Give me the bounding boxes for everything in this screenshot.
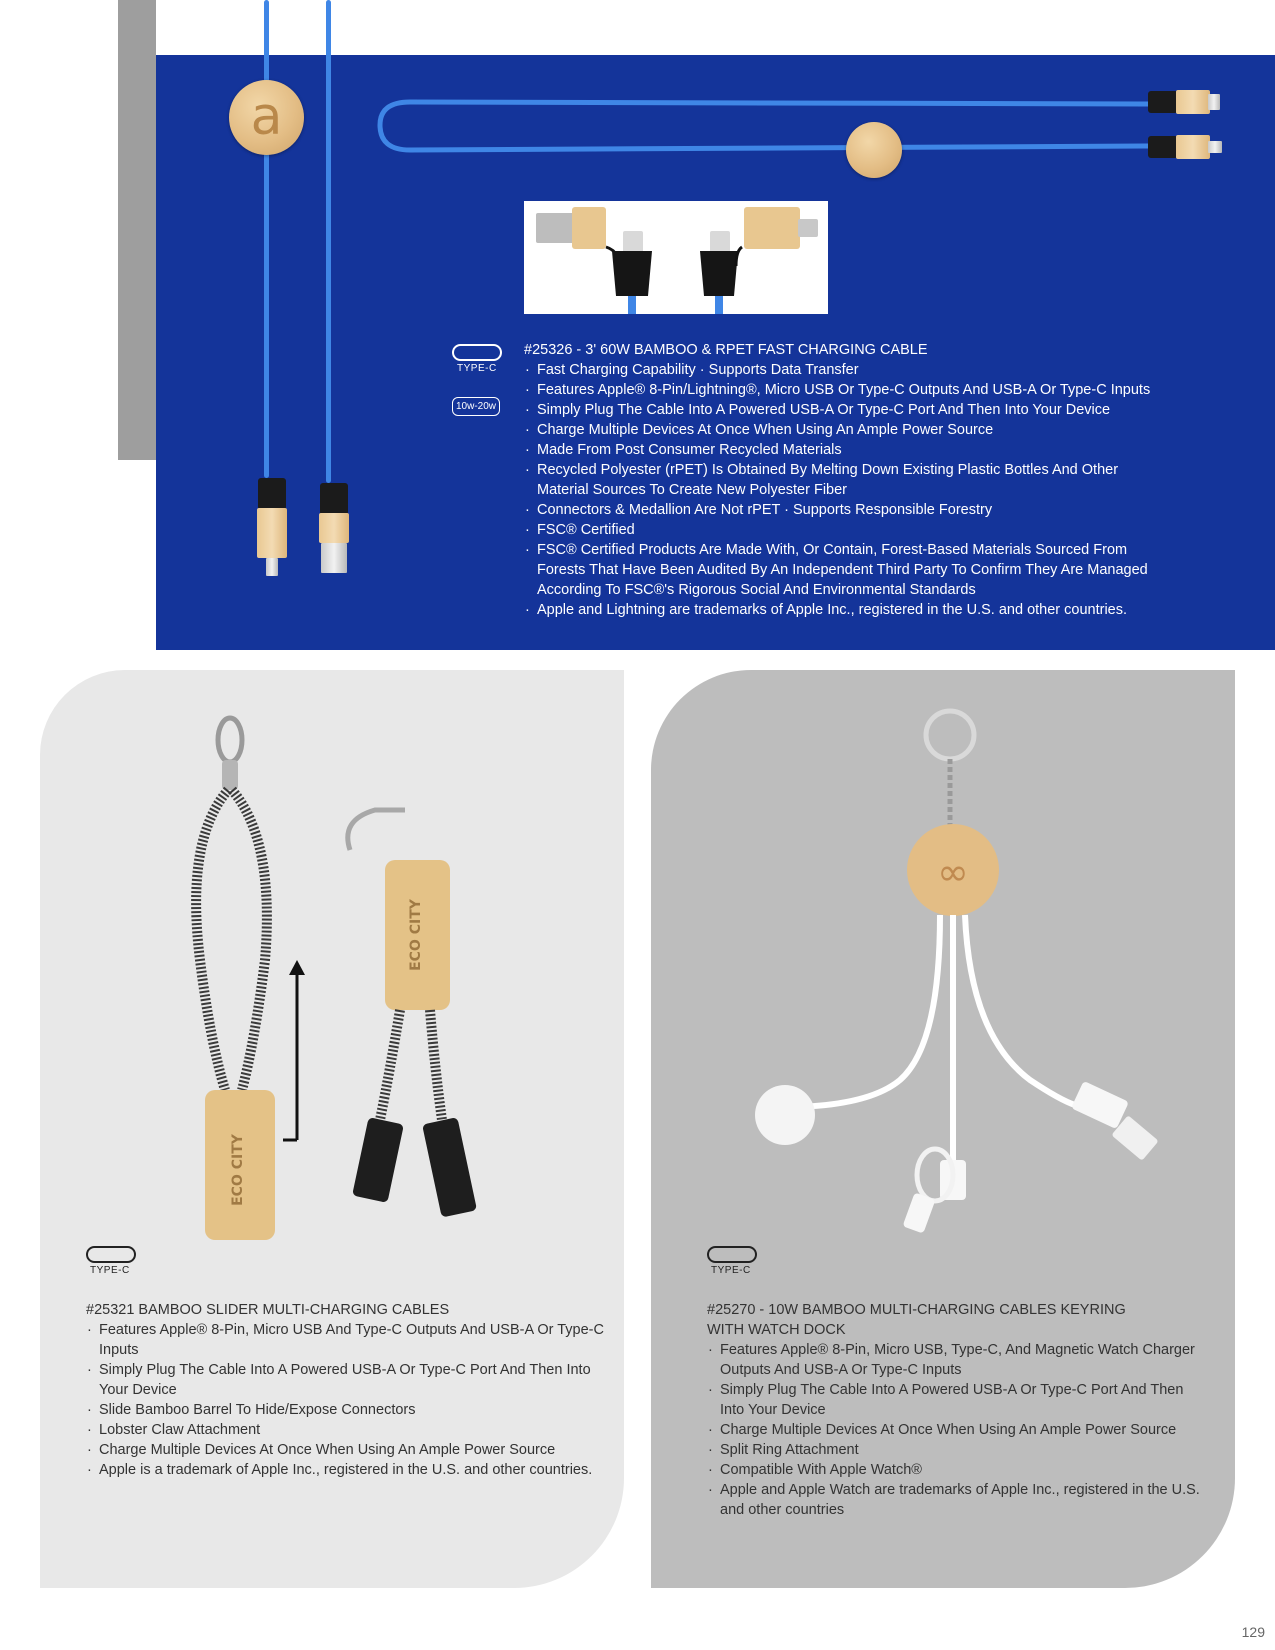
usb-tip-right <box>321 543 347 573</box>
connector-collar-right <box>320 483 348 515</box>
looped-cable <box>370 90 1240 170</box>
svg-text:∞: ∞ <box>937 850 969 894</box>
top-product-description <box>524 340 1164 620</box>
lightning-connector-left <box>257 508 287 558</box>
connector-collar-left <box>258 478 286 510</box>
feature-item: · Simply Plug The Cable Into A Powered USB-A Or Type-C Port And Then Into Your Device <box>86 1360 606 1400</box>
left-product-features <box>86 1320 606 1480</box>
feature-item: · Simply Plug The Cable Into A Powered USB-A Or Type-C Port And Then Into Your Device <box>524 400 1164 420</box>
wattage-badge: 10w-20w <box>452 397 500 416</box>
feature-item: · Split Ring Attachment <box>707 1440 1207 1460</box>
type-c-label: TYPE-C <box>457 363 497 374</box>
svg-text:ECO CITY: ECO CITY <box>408 899 424 971</box>
feature-item: · Simply Plug The Cable Into A Powered USB-A Or Type-C Port And Then Into Your Device <box>707 1380 1207 1420</box>
keyring-cable-illustration <box>740 705 1180 1285</box>
vertical-cable-right <box>326 0 331 483</box>
bamboo-medallion-plain <box>846 122 902 178</box>
feature-item: · Lobster Claw Attachment <box>86 1420 606 1440</box>
type-c-icon <box>86 1246 136 1263</box>
left-product-description <box>86 1300 606 1480</box>
feature-item: · Features Apple® 8-Pin, Micro USB, Type-C, And Magnetic Watch Charger Outputs And USB-A Or Type-C Inputs <box>707 1340 1207 1380</box>
lightning-tip-left <box>266 558 278 576</box>
type-c-label: TYPE-C <box>711 1265 751 1276</box>
bamboo-medallion-logo <box>229 80 304 155</box>
feature-item: · Recycled Polyester (rPET) Is Obtained By Melting Down Existing Plastic Bottles And Other Material Sources To Create New Polyester Fiber <box>524 460 1164 500</box>
feature-item: · Features Apple® 8-Pin, Micro USB And Type-C Outputs And USB-A Or Type-C Inputs <box>86 1320 606 1360</box>
typec-plug-tip <box>1208 141 1222 153</box>
usb-plug-collar <box>1148 91 1178 113</box>
feature-item: · Charge Multiple Devices At Once When Using An Ample Power Source <box>707 1420 1207 1440</box>
typec-plug-body <box>1176 135 1210 159</box>
page-number: 129 <box>1241 1624 1265 1640</box>
top-product-title: #25326 - 3' 60W BAMBOO & RPET FAST CHARGING CABLE <box>524 342 928 358</box>
usb-plug-tip <box>1208 94 1220 110</box>
feature-item: · Slide Bamboo Barrel To Hide/Expose Connectors <box>86 1400 606 1420</box>
type-c-icon <box>452 344 502 361</box>
left-product-title: #25321 BAMBOO SLIDER MULTI-CHARGING CABLES <box>86 1302 450 1318</box>
feature-item: · Apple and Apple Watch are trademarks of Apple Inc., registered in the U.S. and other countries <box>707 1480 1207 1520</box>
feature-item: · Charge Multiple Devices At Once When Using An Ample Power Source <box>524 420 1164 440</box>
feature-item: · FSC® Certified Products Are Made With, Or Contain, Forest-Based Materials Sourced From Forests That Have Been Audited By An Independent Third Party To Confirm They Are Managed According To FSC®'s Rigorous Social And Environmental Standards <box>524 540 1164 600</box>
medallion-logo-letter: a <box>250 86 283 147</box>
typec-plug-collar <box>1148 136 1178 158</box>
feature-item: · Apple is a trademark of Apple Inc., registered in the U.S. and other countries. <box>86 1460 606 1480</box>
right-product-description <box>707 1300 1207 1520</box>
feature-item: · Made From Post Consumer Recycled Materials <box>524 440 1164 460</box>
type-c-label: TYPE-C <box>90 1265 130 1276</box>
right-product-title: #25270 - 10W BAMBOO MULTI-CHARGING CABLES KEYRING <box>707 1302 1126 1318</box>
right-product-title-line2: WITH WATCH DOCK <box>707 1322 846 1338</box>
feature-item: · Connectors & Medallion Are Not rPET · Supports Responsible Forestry <box>524 500 1164 520</box>
feature-item: · FSC® Certified <box>524 520 1164 540</box>
feature-item: · Features Apple® 8-Pin/Lightning®, Micro USB Or Type-C Outputs And USB-A Or Type-C Inputs <box>524 380 1164 400</box>
vertical-cable-left <box>264 0 269 478</box>
feature-item: · Apple and Lightning are trademarks of Apple Inc., registered in the U.S. and other countries. <box>524 600 1164 620</box>
usb-plug-body <box>1176 90 1210 114</box>
usb-connector-right <box>319 513 349 543</box>
right-product-features <box>707 1340 1207 1520</box>
slider-cable-illustration <box>180 710 500 1250</box>
gray-accent-bar <box>118 0 156 460</box>
feature-item: · Charge Multiple Devices At Once When Using An Ample Power Source <box>86 1440 606 1460</box>
connector-closeup-photo <box>524 201 828 314</box>
svg-text:ECO CITY: ECO CITY <box>230 1134 246 1206</box>
type-c-icon <box>707 1246 757 1263</box>
feature-item: · Compatible With Apple Watch® <box>707 1460 1207 1480</box>
feature-item: · Fast Charging Capability · Supports Data Transfer <box>524 360 1164 380</box>
top-product-features <box>524 360 1164 620</box>
